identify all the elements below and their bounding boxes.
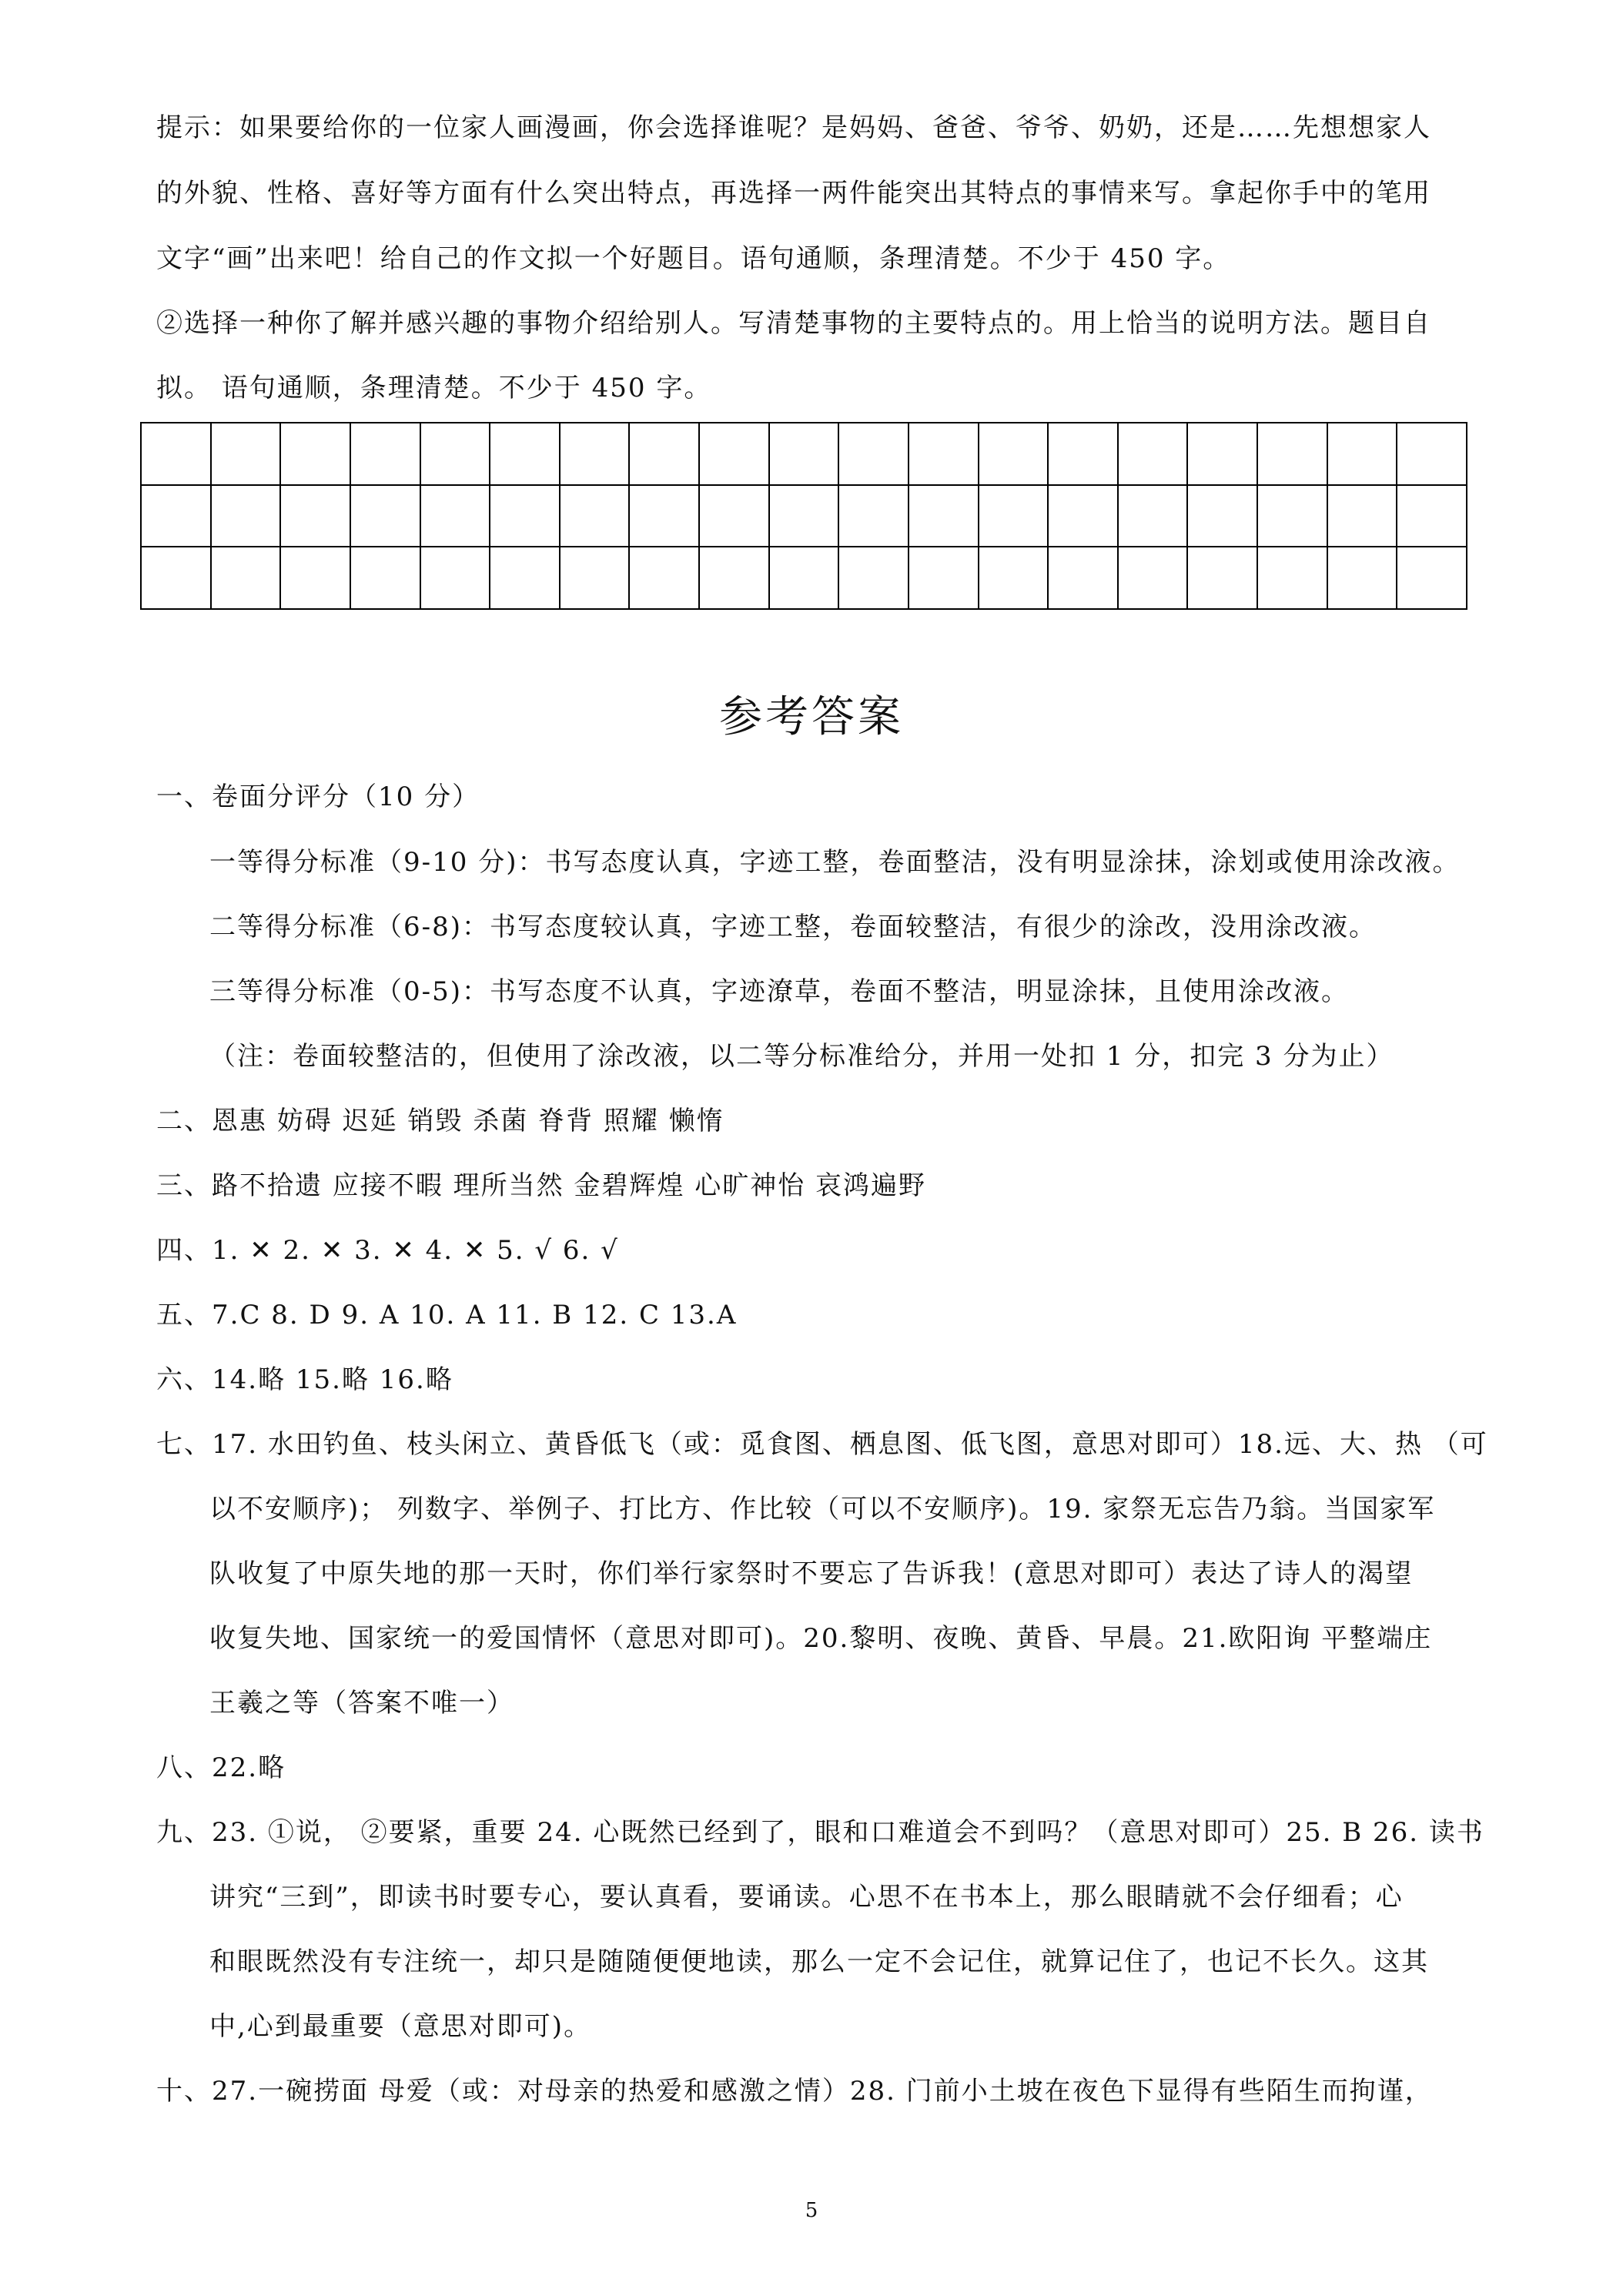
grid-row [141,547,1467,609]
grid-cell [211,423,281,485]
answer-line: 三、路不拾遗 应接不暇 理所当然 金碧辉煌 心旷神怡 哀鸿遍野 [156,1170,927,1201]
answer-line: 五、7.C 8. D 9. A 10. A 11. B 12. C 13.A [156,1300,738,1330]
writing-grid [140,422,1467,610]
prompt-line: ②选择一种你了解并感兴趣的事物介绍给别人。写清楚事物的主要特点的。用上恰当的说明方法。题目自 [156,308,1431,339]
grid-cell [769,485,839,547]
grid-cell [560,423,630,485]
grid-cell [1327,485,1397,547]
answer-line: 二等得分标准（6-8)：书写态度较认真，字迹工整，卷面较整洁，有很少的涂改，没用涂改液。 [209,912,1377,942]
grid-cell [1048,423,1118,485]
grid-cell [1397,485,1467,547]
answer-line: 三等得分标准（0-5)：书写态度不认真，字迹潦草，卷面不整洁，明显涂抹，且使用涂改液。 [209,976,1350,1007]
grid-cell [979,423,1049,485]
grid-cell [1327,547,1397,609]
answer-line: 王羲之等（答案不唯一） [209,1688,514,1719]
answer-key-heading: 参考答案 [719,692,904,742]
grid-cell [141,423,211,485]
grid-cell [280,547,350,609]
prompt-line: 提示：如果要给你的一位家人画漫画，你会选择谁呢？是妈妈、爸爸、爷爷、奶奶，还是……先想想家人 [156,112,1431,143]
answer-line: 收复失地、国家统一的爱国情怀（意思对即可)。20.黎明、夜晚、黄昏、早晨。21.欧阳询 平整端庄 [209,1623,1433,1654]
grid-cell [699,485,769,547]
grid-cell [979,547,1049,609]
grid-cell [629,423,699,485]
answer-line: 和眼既然没有专注统一，却只是随随便便地读，那么一定不会记住，就算记住了，也记不长久。这其 [209,1946,1429,1977]
grid-cell [1257,485,1327,547]
grid-cell [141,485,211,547]
grid-cell [838,547,909,609]
grid-cell [909,547,979,609]
grid-cell [629,485,699,547]
grid-cell [909,485,979,547]
grid-cell [490,547,560,609]
grid-cell [280,423,350,485]
grid-cell [490,423,560,485]
answer-line: （注：卷面较整洁的，但使用了涂改液，以二等分标准给分，并用一处扣 1 分，扣完 3 分为止） [209,1041,1394,1072]
answer-line: 队收复了中原失地的那一天时，你们举行家祭时不要忘了告诉我！(意思对即可）表达了诗人的渴望 [209,1558,1414,1589]
grid-cell [909,423,979,485]
grid-cell [141,547,211,609]
grid-cell [1118,547,1188,609]
grid-cell [1187,423,1257,485]
answer-line: 七、17. 水田钓鱼、枝头闲立、黄昏低飞（或：觅食图、栖息图、低飞图，意思对即可）18.远、大、热 （可 [156,1429,1488,1460]
answer-line: 二、恩惠 妨碍 迟延 销毁 杀菌 脊背 照耀 懒惰 [156,1106,724,1136]
grid-cell [1397,423,1467,485]
grid-cell [420,485,490,547]
prompt-line: 的外貌、性格、喜好等方面有什么突出特点，再选择一两件能突出其特点的事情来写。拿起你手中的笔用 [156,178,1431,209]
answer-line: 一、卷面分评分（10 分） [156,782,480,812]
answer-line: 中,心到最重要（意思对即可)。 [209,2011,592,2042]
answer-line: 讲究“三到”，即读书时要专心，要认真看，要诵读。心思不在书本上，那么眼睛就不会仔细看；心 [209,1882,1404,1913]
grid-cell [1257,547,1327,609]
grid-cell [1257,423,1327,485]
grid-cell [560,485,630,547]
grid-cell [420,423,490,485]
grid-cell [1118,485,1188,547]
grid-cell [1187,547,1257,609]
grid-cell [1397,547,1467,609]
grid-cell [1118,423,1188,485]
grid-cell [769,547,839,609]
prompt-line: 拟。 语句通顺，条理清楚。不少于 450 字。 [156,373,712,403]
grid-row [141,423,1467,485]
grid-cell [769,423,839,485]
grid-cell [211,547,281,609]
grid-cell [490,485,560,547]
page-number: 5 [805,2199,818,2222]
grid-cell [838,485,909,547]
grid-cell [979,485,1049,547]
answer-line: 八、22.略 [156,1752,286,1783]
grid-row [141,485,1467,547]
grid-cell [420,547,490,609]
answer-line: 以不安顺序)； 列数字、举例子、打比方、作比较（可以不安顺序)。19. 家祭无忘告乃翁。当国家军 [209,1494,1436,1525]
grid-cell [1327,423,1397,485]
grid-cell [211,485,281,547]
grid-cell [1048,485,1118,547]
grid-cell [350,423,420,485]
grid-cell [629,547,699,609]
prompt-line: 文字“画”出来吧！给自己的作文拟一个好题目。语句通顺，条理清楚。不少于 450 字。 [156,243,1231,274]
grid-cell [1048,547,1118,609]
grid-cell [699,547,769,609]
answer-line: 四、1. ✕ 2. ✕ 3. ✕ 4. ✕ 5. √ 6. √ [156,1235,619,1266]
grid-cell [350,547,420,609]
grid-cell [350,485,420,547]
grid-cell [280,485,350,547]
grid-cell [699,423,769,485]
answer-line: 十、27.一碗捞面 母爱（或：对母亲的热爱和感激之情）28. 门前小土坡在夜色下显得有些陌生而拘谨， [156,2076,1433,2107]
answer-line: 一等得分标准（9-10 分)：书写态度认真，字迹工整，卷面整洁，没有明显涂抹，涂划或使用涂改液。 [209,847,1461,878]
answer-line: 九、23. ①说， ②要紧，重要 24. 心既然已经到了，眼和口难道会不到吗？（意思对即可）25. B 26. 读书 [156,1817,1484,1848]
grid-cell [838,423,909,485]
grid-cell [1187,485,1257,547]
grid-cell [560,547,630,609]
answer-line: 六、14.略 15.略 16.略 [156,1364,453,1395]
